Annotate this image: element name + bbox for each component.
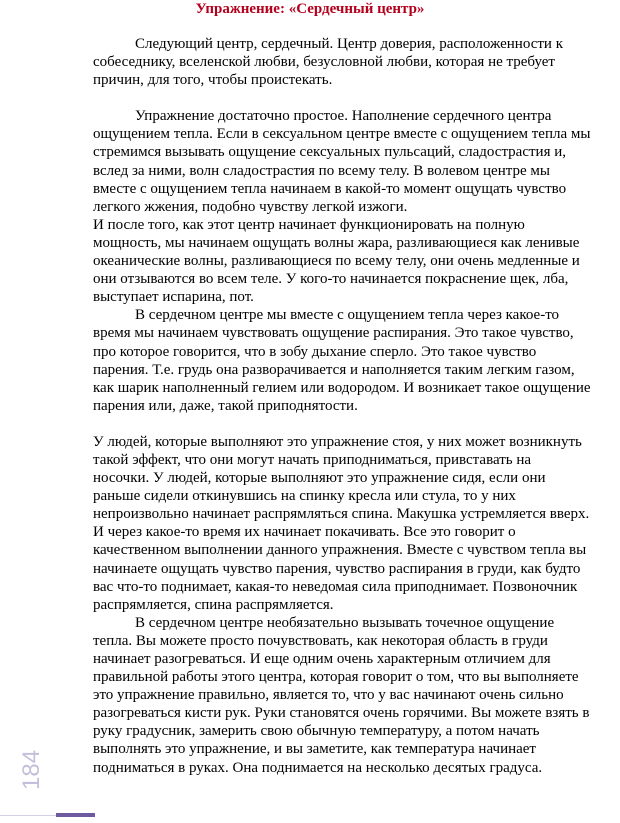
text-line: Упражнение достаточно простое. Наполнение сердечного центра: [135, 108, 552, 125]
text-line: это упражнение правильно, является то, что у вас начинают очень сильно: [93, 687, 564, 704]
text-line: непроизвольно начинает распрямляться спина. Макушка устремляется вверх.: [93, 506, 590, 523]
footer-rule: [0, 815, 56, 816]
text-line: собеседнику, вселенской любви, безусловной любви, которая не требует: [93, 54, 555, 71]
footer-accent-bar: [56, 813, 95, 817]
text-line: правильной работы этого центра, которая говорит о том, что вы выполняете: [93, 669, 579, 686]
text-line: мощность, мы начинаем ощущать волны жара, разливающиеся как ленивые: [93, 234, 580, 251]
text-line: как шарик наполненный гелием или водородом. И возникает такое ощущение: [93, 379, 591, 396]
document-body: [93, 35, 603, 777]
text-line: В сердечном центре мы вместе с ощущением тепла через какое-то: [135, 307, 560, 324]
text-line: выполнять это упражнение, и вы заметите, как температура начинает: [93, 741, 536, 758]
text-line: про которое говорится, что в зобу дыхание сперло. Это такое чувство: [93, 343, 537, 360]
paragraph-gap: [93, 415, 603, 433]
text-line: океанические волны, разливающиеся по всему телу, они очень медленные и: [93, 253, 580, 270]
text-line: вслед за ними, волн сладострастия по всему телу. В волевом центре мы: [93, 162, 550, 179]
text-line: руку градусник, замерить свою обычную температуру, а потом начать: [93, 723, 540, 740]
text-line: вместе с ощущением тепла начинаем в какой-то момент ощущать чувство: [93, 180, 567, 197]
text-line: парения. Т.е. грудь она разворачивается и наполняется таким легким газом,: [93, 361, 575, 378]
text-line: Следующий центр, сердечный. Центр доверия, расположенности к: [135, 36, 563, 52]
text-line: У людей, которые выполняют это упражнение стоя, у них может возникнуть: [93, 433, 582, 450]
text-line: раньше сидели откинувшись на спинку кресла или стула, то у них: [93, 488, 516, 505]
text-line: разогреваться кисти рук. Руки становятся очень горячими. Вы можете взять в: [93, 705, 590, 722]
text-line: И после того, как этот центр начинает функционировать на полную: [93, 216, 525, 233]
text-line: выступает испарина, пот.: [93, 289, 254, 306]
text-line: распрямляется, спина распрямляется.: [93, 596, 334, 613]
text-line: начинает разогреваться. И еще одним очень характерным отличием для: [93, 651, 551, 667]
text-line: причин, для того, чтобы проистекать.: [93, 72, 333, 89]
text-line: тепла. Вы можете просто почувствовать, как некоторая область в груди: [93, 632, 548, 649]
text-line: ощущением тепла. Если в сексуальном центре вместе с ощущением тепла мы: [93, 126, 591, 143]
paragraph-gap: [93, 89, 603, 107]
text-line: начинаете ощущать чувство парения, чувство распирания в груди, как будто: [93, 560, 581, 577]
text-line: такой эффект, что они могут начать приподниматься, привставать на: [93, 451, 532, 468]
text-line: легкого жжения, подобно чувству легкой изжоги.: [93, 198, 408, 215]
text-line: стремимся вызывать ощущение сексуальных пульсаций, сладострастия и,: [93, 144, 567, 161]
page-number: 184: [18, 749, 45, 790]
text-line: подниматься в руках. Она поднимается на несколько десятых градуса.: [93, 759, 543, 776]
text-line: В сердечном центре необязательно вызывать точечное ощущение: [135, 614, 555, 631]
text-line: носочки. У людей, которые выполняют это упражнение сидя, если они: [93, 470, 546, 487]
text-line: они отзываются во всем теле. У кого-то начинается покраснение щек, лба,: [93, 271, 569, 288]
text-line: качественном выполнении данного упражнения. Вместе с чувством тепла вы: [93, 542, 587, 559]
text-line: вас что-то поднимает, какая-то неведомая сила приподнимает. Позвоночник: [93, 578, 578, 595]
exercise-title: Упражнение: «Сердечный центр»: [195, 1, 425, 17]
text-line: И через какое-то время их начинает покачивать. Все это говорит о: [93, 524, 516, 541]
text-line: время мы начинаем чувствовать ощущение распирания. Это такое чувство,: [93, 325, 574, 342]
text-line: парения или, даже, такой приподнятости.: [93, 397, 358, 414]
